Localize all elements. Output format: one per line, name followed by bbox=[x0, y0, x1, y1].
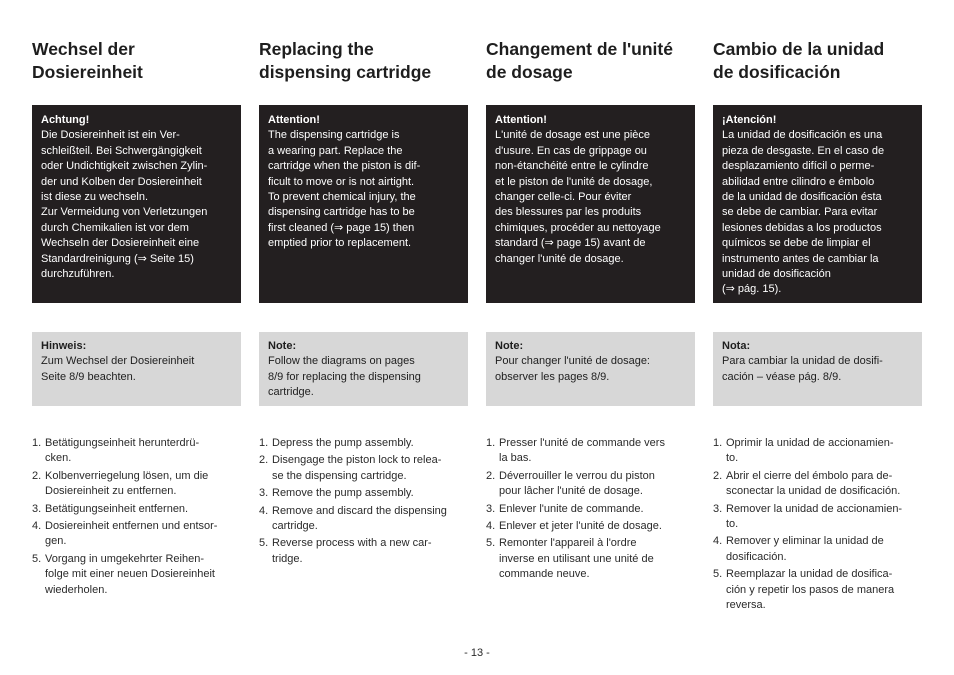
note-text: Follow the diagrams on pages 8/9 for replacing the dispensing cartridge. bbox=[268, 355, 421, 399]
steps-list bbox=[259, 436, 475, 569]
column-french bbox=[486, 0, 696, 675]
note-box bbox=[259, 332, 468, 406]
note-box bbox=[32, 332, 241, 406]
step-text: Remonter l'appareil à l'ordre inverse en utilisant une unité de commande neuve. bbox=[499, 537, 654, 581]
step-number: 1. bbox=[713, 437, 723, 449]
step-item bbox=[713, 469, 929, 500]
step-item bbox=[32, 552, 248, 598]
warning-text: L'unité de dosage est une pièce d'usure. En cas de grippage ou non-étanchéité entre le cylindre et le piston de l'unité de dosage, changer celle-ci. Pour éviter des blessures par les produits chimiques, procéder au nettoyage standard (⇒ page 15) avant de changer l'unité de dosage. bbox=[495, 129, 661, 265]
step-text: Depress the pump assembly. bbox=[272, 437, 414, 449]
step-item bbox=[486, 502, 702, 517]
step-text: Remover y eliminar la unidad de dosificación. bbox=[726, 535, 884, 563]
section-title: Changement de l'unité de dosage bbox=[486, 39, 673, 82]
column-german bbox=[32, 0, 242, 675]
step-item bbox=[259, 486, 475, 501]
warning-box bbox=[713, 105, 922, 303]
step-text: Reverse process with a new car- tridge. bbox=[272, 537, 432, 565]
step-text: Oprimir la unidad de accionamien- to. bbox=[726, 437, 894, 465]
step-item bbox=[486, 469, 702, 500]
step-number: 3. bbox=[713, 502, 723, 515]
step-text: Disengage the piston lock to relea- se the dispensing cartridge. bbox=[272, 454, 442, 482]
step-number: 5. bbox=[486, 537, 496, 550]
warning-text: La unidad de dosificación es una pieza de desgaste. En el caso de desplazamiento difícil o perme- abilidad entre cilindro e émbolo de la unidad de dosificación ésta se debe de cambiar. Para evitar lesiones debidas a los productos químicos se debe de limpiar el instrumento antes de cambiar la unidad de dosificación (⇒ pág. 15). bbox=[722, 129, 885, 296]
note-heading: Nota: bbox=[722, 340, 751, 352]
step-number: 5. bbox=[713, 568, 723, 581]
warning-box bbox=[32, 105, 241, 303]
step-text: Déverrouiller le verrou du piston pour lâcher l'unité de dosage. bbox=[499, 469, 655, 498]
step-text: Dosiereinheit entfernen und entsor- gen. bbox=[45, 520, 218, 548]
step-item bbox=[713, 534, 929, 565]
step-number: 2. bbox=[259, 454, 269, 467]
step-text: Enlever et jeter l'unité de dosage. bbox=[499, 520, 662, 533]
warning-box bbox=[259, 105, 468, 303]
step-item bbox=[486, 536, 702, 582]
step-text: Kolbenverriegelung lösen, um die Dosiereinheit zu entfernen. bbox=[45, 469, 209, 498]
step-item bbox=[713, 502, 929, 533]
note-heading: Note: bbox=[495, 340, 524, 352]
step-text: Betätigungseinheit herunterdrü- cken. bbox=[45, 437, 200, 465]
step-item bbox=[32, 519, 248, 550]
step-item bbox=[259, 436, 475, 451]
step-text: Reemplazar la unidad de dosifica- ción y repetir los pasos de manera reversa. bbox=[726, 568, 895, 612]
step-text: Remove and discard the dispensing cartridge. bbox=[272, 504, 447, 533]
warning-text: The dispensing cartridge is a wearing part. Replace the cartridge when the piston is dif- ficult to move or is not airtight. To prevent chemical injury, the dispensing cartridge has to be first cleaned (⇒ page 15) then emptied prior to replacement. bbox=[268, 129, 421, 250]
step-item bbox=[32, 502, 248, 517]
note-box bbox=[486, 332, 695, 406]
step-number: 3. bbox=[259, 487, 269, 500]
step-number: 5. bbox=[259, 537, 269, 550]
note-heading: Hinweis: bbox=[41, 340, 87, 352]
step-number: 1. bbox=[32, 437, 42, 449]
step-item bbox=[486, 519, 702, 534]
step-number: 2. bbox=[32, 469, 42, 482]
step-number: 5. bbox=[32, 552, 42, 565]
step-number: 4. bbox=[32, 520, 42, 533]
steps-list bbox=[713, 436, 929, 615]
section-title: Wechsel der Dosiereinheit bbox=[32, 39, 143, 82]
step-number: 1. bbox=[259, 437, 269, 449]
step-number: 4. bbox=[713, 535, 723, 548]
warning-heading: Attention! bbox=[268, 114, 320, 126]
step-item bbox=[32, 469, 248, 500]
warning-heading: Attention! bbox=[495, 114, 547, 126]
warning-heading: Achtung! bbox=[41, 114, 90, 126]
step-number: 3. bbox=[486, 502, 496, 515]
note-box bbox=[713, 332, 922, 406]
warning-heading: ¡Atención! bbox=[722, 114, 777, 126]
step-item bbox=[32, 436, 248, 467]
step-text: Presser l'unité de commande vers la bas. bbox=[499, 437, 665, 465]
step-text: Betätigungseinheit entfernen. bbox=[45, 502, 189, 515]
steps-list bbox=[32, 436, 248, 600]
section-title: Cambio de la unidad de dosificación bbox=[713, 39, 885, 82]
step-text: Abrir el cierre del émbolo para de- sconectar la unidad de dosificación. bbox=[726, 469, 901, 498]
step-number: 4. bbox=[259, 504, 269, 517]
step-text: Remover la unidad de accionamien- to. bbox=[726, 502, 903, 531]
step-text: Enlever l'unite de commande. bbox=[499, 502, 644, 515]
warning-box bbox=[486, 105, 695, 303]
page-number: - 13 - bbox=[464, 647, 490, 659]
note-text: Para cambiar la unidad de dosifi- cación – véase pág. 8/9. bbox=[722, 355, 883, 383]
steps-list bbox=[486, 436, 702, 585]
warning-text: Die Dosiereinheit ist ein Ver- schleißteil. Bei Schwergängigkeit oder Undichtigkeit zwischen Zylin- der und Kolben der Dosiereinheit ist diese zu wechseln. Zur Vermeidung von Verletzungen durch Chemikalien ist vor dem Wechseln der Dosiereinheit eine Standardreinigung (⇒ Seite 15) durchzuführen. bbox=[41, 129, 208, 281]
step-number: 3. bbox=[32, 502, 42, 515]
column-english bbox=[259, 0, 469, 675]
step-item bbox=[259, 536, 475, 567]
step-item bbox=[713, 436, 929, 467]
step-text: Remove the pump assembly. bbox=[272, 487, 414, 500]
step-number: 2. bbox=[486, 469, 496, 482]
step-item bbox=[713, 567, 929, 613]
step-number: 1. bbox=[486, 437, 496, 449]
step-number: 4. bbox=[486, 520, 496, 533]
column-spanish bbox=[713, 0, 923, 675]
note-heading: Note: bbox=[268, 340, 297, 352]
note-text: Pour changer l'unité de dosage: observer les pages 8/9. bbox=[495, 355, 650, 383]
section-title: Replacing the dispensing cartridge bbox=[259, 39, 432, 82]
note-text: Zum Wechsel der Dosiereinheit Seite 8/9 beachten. bbox=[41, 355, 195, 383]
step-item bbox=[259, 504, 475, 535]
step-item bbox=[259, 453, 475, 484]
step-item bbox=[486, 436, 702, 467]
step-text: Vorgang in umgekehrter Reihen- folge mit einer neuen Dosiereinheit wiederholen. bbox=[45, 552, 215, 596]
step-number: 2. bbox=[713, 469, 723, 482]
